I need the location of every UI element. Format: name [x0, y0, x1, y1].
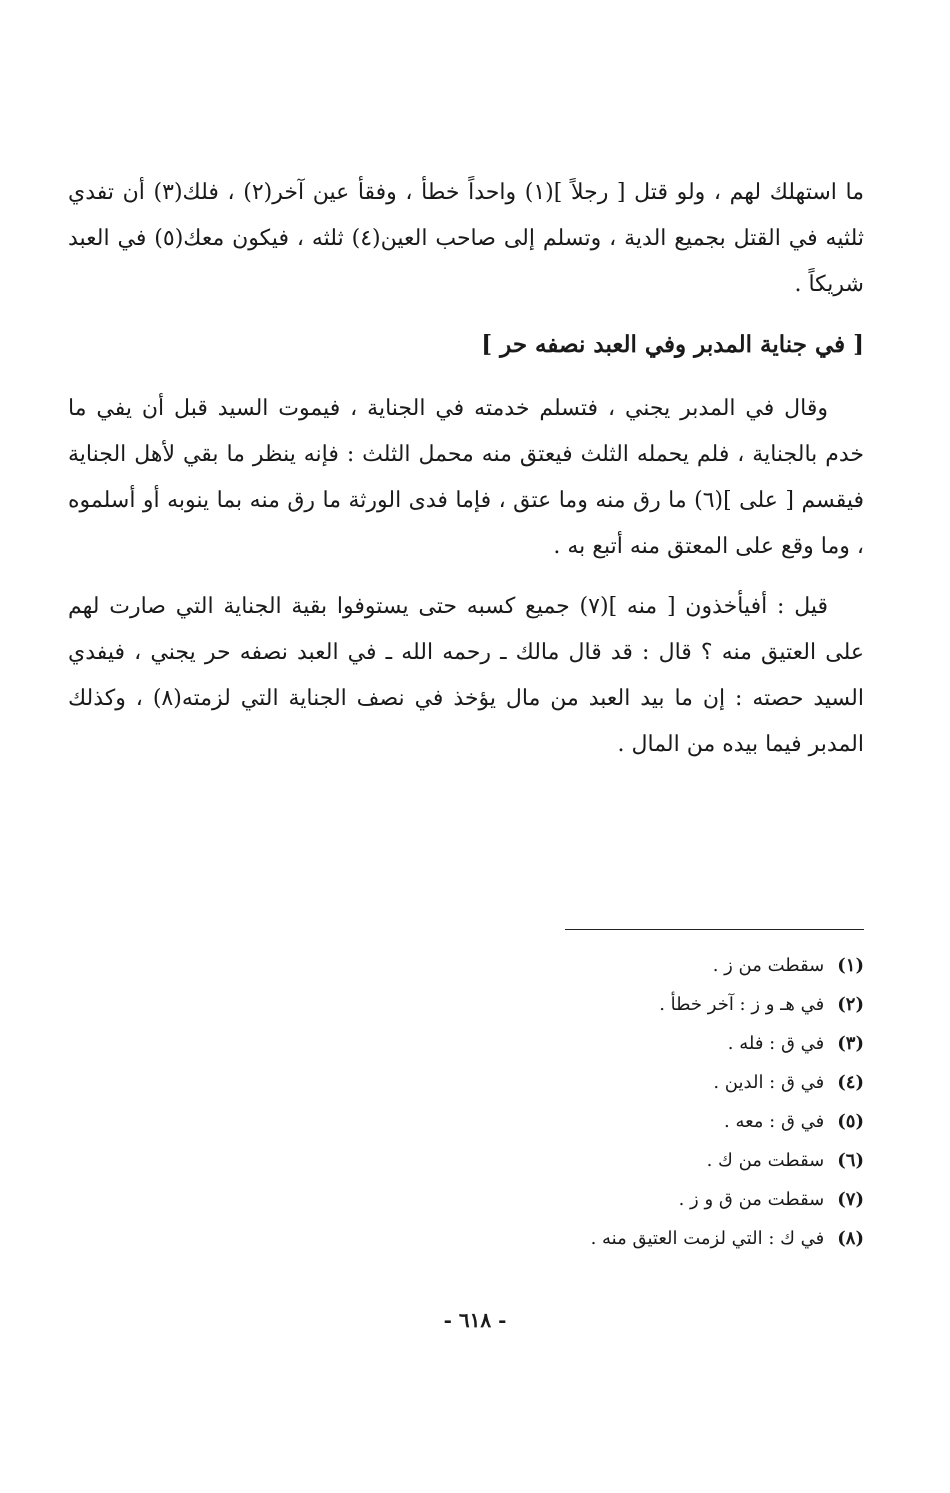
footnote-number: (٣) — [837, 1033, 864, 1054]
paragraph-2: وقال في المدبر يجني ، فتسلم خدمته في الجناية ، فيموت السيد قبل أن يفي ما خدم بالجناية ، فلم يحمله الثلث فيعتق منه محمل الثلث : فإنه ينظر ما بقي لأهل الجناية فيقسم [ على ](٦) ما رق منه وما عتق ، فإما فدى الورثة ما رق منه بما ينوبه أو أسلموه ، وما وقع على المعتق منه أتبع به . — [68, 396, 865, 559]
footnote-8 — [364, 1219, 864, 1258]
footnote-4 — [364, 1063, 864, 1102]
footnote-number: (١) — [837, 955, 864, 976]
footnote-text: سقطت من ك . — [706, 1150, 825, 1171]
section-heading: [ في جناية المدبر وفي العبد نصفه حر ] — [481, 331, 864, 358]
footnote-divider — [565, 929, 864, 930]
footnotes-list — [364, 946, 864, 1258]
footnote-number: (٥) — [837, 1111, 864, 1132]
footnote-text: في ق : معه . — [724, 1111, 825, 1132]
main-text — [68, 170, 864, 768]
footnote-number: (٨) — [837, 1228, 864, 1249]
footnote-number: (٧) — [837, 1189, 864, 1210]
footnote-text: في ك : التي لزمت العتيق منه . — [590, 1228, 825, 1249]
footnote-7 — [364, 1180, 864, 1219]
footnote-number: (٢) — [837, 994, 864, 1015]
footnote-text: سقطت من ق و ز . — [678, 1189, 825, 1210]
footnote-5 — [364, 1102, 864, 1141]
paragraph-1: ما استهلك لهم ، ولو قتل [ رجلاً ](١) واحداً خطأ ، وفقأ عين آخر(٢) ، فلك(٣) أن تفدي ثلثيه في القتل بجميع الدية ، وتسلم إلى صاحب العين(٤) ثلثه ، فيكون معك(٥) في العبد شريكاً . — [68, 180, 864, 297]
footnote-text: في ق : الدين . — [713, 1072, 825, 1093]
footnote-number: (٤) — [837, 1072, 864, 1093]
page-number: - ٦١٨ - — [443, 1308, 507, 1332]
footnote-1 — [364, 946, 864, 985]
footnote-2 — [364, 985, 864, 1024]
footnote-6 — [364, 1141, 864, 1180]
footnote-text: سقطت من ز . — [712, 955, 825, 976]
paragraph-gap — [68, 570, 864, 584]
footnote-text: في هـ و ز : آخر خطأ . — [659, 994, 825, 1015]
footnote-3 — [364, 1024, 864, 1063]
footnote-text: في ق : فله . — [727, 1033, 825, 1054]
paragraph-3: قيل : أفيأخذون [ منه ](٧) جميع كسبه حتى يستوفوا بقية الجناية التي صارت لهم على العتيق منه ؟ قال : قد قال مالك ـ رحمه الله ـ في العبد نصفه حر يجني ، فيفدي السيد حصته : إن ما بيد العبد من مال يؤخذ في نصف الجناية التي لزمته(٨) ، وكذلك المدبر فيما بيده من المال . — [68, 594, 864, 757]
footnote-number: (٦) — [837, 1150, 864, 1171]
